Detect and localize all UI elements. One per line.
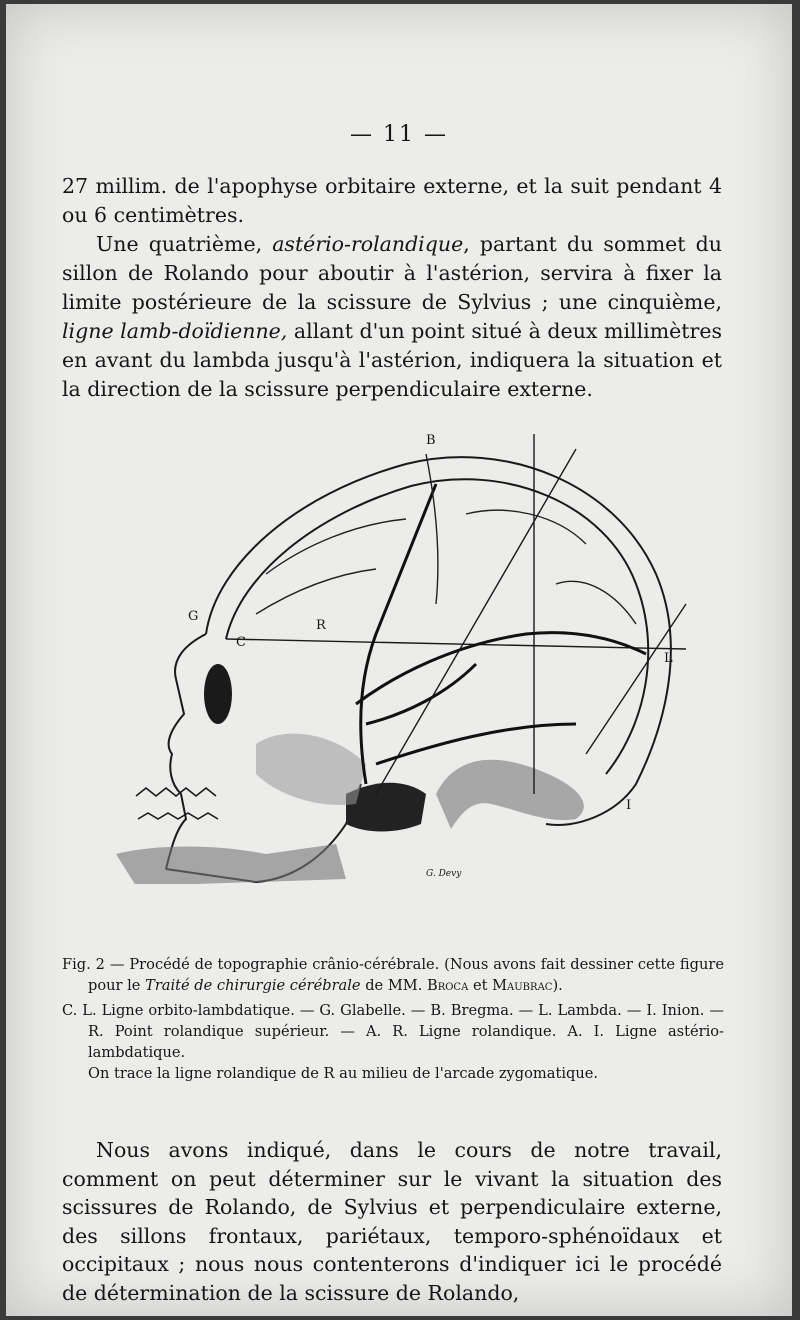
paragraph-final: Nous avons indiqué, dans le cours de notre travail, comment on peut déterminer sur le vivant la situation des scissures de Rolando, de Sylvius et perpendiculaire externe, des sillons frontaux, pariétaux, temporo-sphénoïdaux et occipitaux ; nous nous contenterons d'indiquer ici le procédé de détermination de la scissure de Rolando,	[62, 1138, 722, 1305]
label-g: G	[188, 609, 199, 624]
frontal-sulcus-2	[256, 569, 376, 614]
page-number: — 11 —	[350, 122, 448, 147]
label-i: I	[626, 798, 632, 813]
jaw-shading	[116, 844, 346, 884]
text-run: ).	[552, 977, 563, 994]
face-profile	[166, 634, 206, 869]
author-maubrac: Maubrac	[492, 977, 553, 994]
teeth	[136, 788, 218, 819]
parietal-sulcus	[466, 510, 586, 544]
text-run: de MM.	[360, 977, 427, 994]
label-b: B	[426, 433, 436, 448]
author-broca: Broca	[426, 977, 469, 994]
lambda-line	[586, 604, 686, 754]
rolandic-fissure	[361, 484, 436, 784]
orbito-lambdatique-line	[226, 639, 686, 649]
text-run: Fig. 2 — Procédé de topographie crânio-cérébrale. (Nous avons fait dessiner cette figure pour le	[62, 956, 724, 994]
sinus-line	[426, 454, 438, 604]
occipital-band	[436, 760, 584, 829]
artist-signature: G. Devy	[426, 869, 462, 879]
paragraph-lines	[62, 230, 722, 404]
italic-term-asterio-rolandique: astério-rolandique	[272, 232, 464, 256]
text-block-top	[62, 172, 722, 404]
caption-legend: C. L. Ligne orbito-lambdatique. — G. Glabelle. — B. Bregma. — L. Lambda. — I. Inion. — R. Point rolandique supérieur. — A. R. Ligne rolandique. A. I. Ligne astério-lambdatique.	[62, 1002, 724, 1061]
temporal-sulcus	[376, 724, 576, 764]
orbit	[204, 664, 232, 724]
text-run: et	[468, 977, 493, 994]
diagonal-line	[376, 449, 576, 794]
skull-illustration	[76, 424, 716, 884]
italic-term-ligne-lambdoidienne: ligne lamb-doïdienne,	[62, 319, 288, 343]
caption-title	[62, 954, 724, 996]
label-l: L	[664, 651, 673, 666]
label-c: C	[236, 635, 246, 650]
label-r: R	[316, 618, 326, 633]
text-run: Une quatrième,	[96, 232, 273, 256]
brain-outline	[226, 479, 648, 774]
book-page	[6, 4, 792, 1316]
paragraph-continuation: 27 millim. de l'apophyse orbitaire externe, et la suit pendant 4 ou 6 centimètres.	[62, 174, 722, 227]
cheek-shading	[256, 734, 366, 805]
figure-caption	[62, 954, 724, 1084]
text-block-bottom	[62, 1136, 722, 1307]
caption-note: On trace la ligne rolandique de R au milieu de l'arcade zygomatique.	[88, 1065, 599, 1082]
skull-figure	[76, 424, 716, 884]
frontal-sulcus-1	[266, 519, 406, 574]
text-run: allant d'un point situé à deux millimètres en avant du lambda jusqu'à l'astérion, indiquera la situation et la direction de la scissure perpendiculaire externe.	[62, 319, 722, 401]
text-run: , partant du sommet du sillon de Rolando pour aboutir à l'astérion, servira à fixer la limite postérieure de la scissure de Sylvius ; une cinquième,	[62, 232, 722, 314]
italic-book-title: Traité de chirurgie cérébrale	[145, 977, 361, 994]
occipital-sulcus	[556, 581, 636, 624]
